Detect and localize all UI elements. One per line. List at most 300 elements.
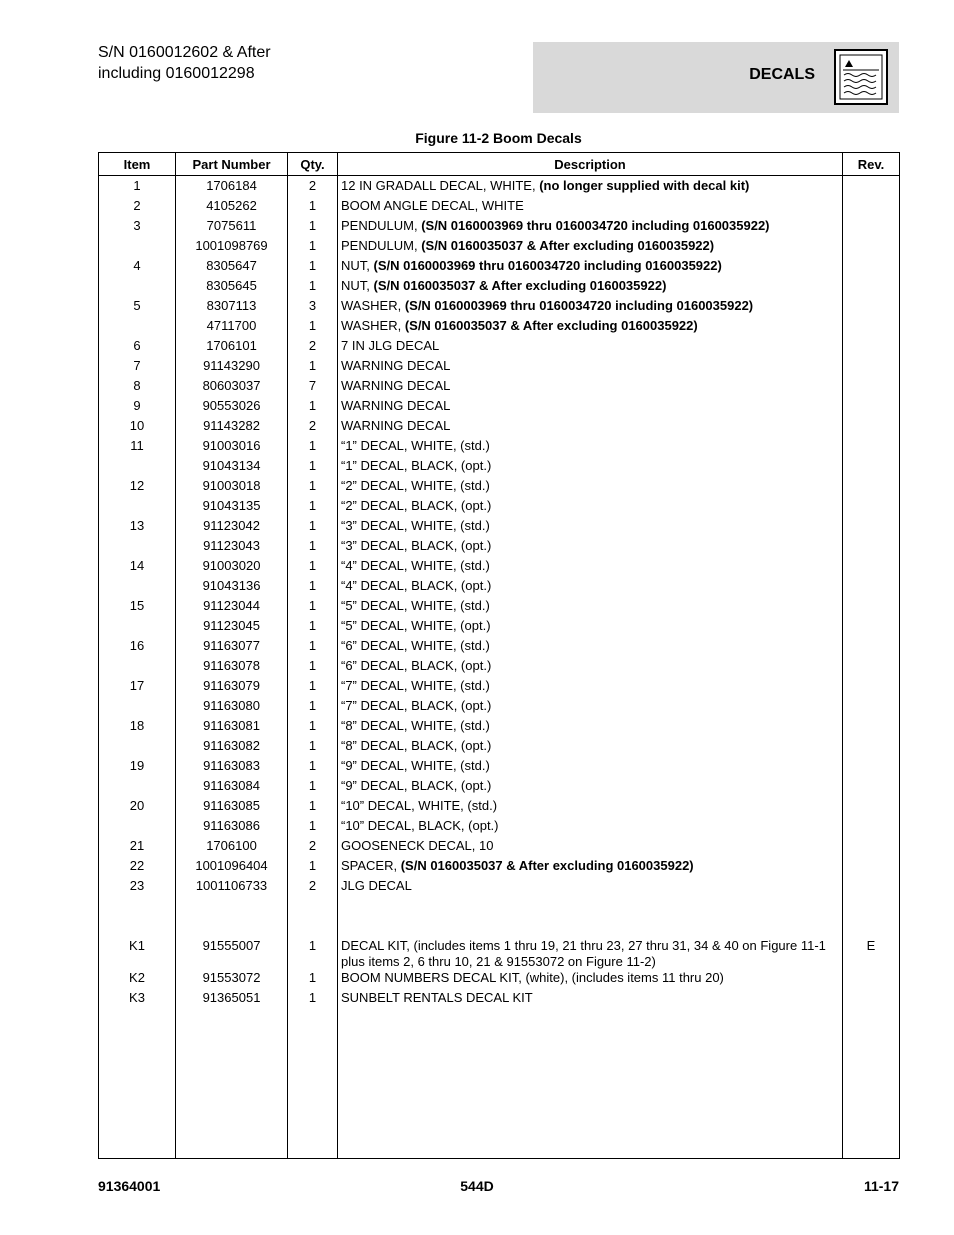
description-cell bbox=[338, 238, 843, 258]
empty-cell bbox=[99, 898, 176, 938]
table-row bbox=[99, 818, 900, 838]
part-number-cell: 91003020 bbox=[176, 558, 288, 578]
qty-cell: 1 bbox=[288, 638, 338, 658]
description-text: “7” DECAL, BLACK, (opt.) bbox=[341, 698, 492, 713]
table-row bbox=[99, 258, 900, 278]
part-number-cell: 91143290 bbox=[176, 358, 288, 378]
description-cell bbox=[338, 878, 843, 898]
part-number-cell: 91143282 bbox=[176, 418, 288, 438]
description-cell bbox=[338, 218, 843, 238]
item-cell: 19 bbox=[99, 758, 176, 778]
rev-cell bbox=[843, 238, 900, 258]
item-cell: 12 bbox=[99, 478, 176, 498]
empty-cell bbox=[843, 898, 900, 938]
description-cell bbox=[338, 970, 843, 990]
table-row bbox=[99, 458, 900, 478]
rev-cell bbox=[843, 598, 900, 618]
table-row bbox=[99, 758, 900, 778]
description-cell bbox=[338, 198, 843, 218]
part-number-cell: 8305647 bbox=[176, 258, 288, 278]
description-text: “7” DECAL, WHITE, (std.) bbox=[341, 678, 490, 693]
description-cell bbox=[338, 738, 843, 758]
table-row bbox=[99, 518, 900, 538]
part-number-cell: 1001098769 bbox=[176, 238, 288, 258]
qty-cell: 1 bbox=[288, 398, 338, 418]
description-cell bbox=[338, 838, 843, 858]
rev-cell bbox=[843, 318, 900, 338]
description-text: “6” DECAL, BLACK, (opt.) bbox=[341, 658, 492, 673]
empty-cell bbox=[843, 1010, 900, 1159]
item-cell: 5 bbox=[99, 298, 176, 318]
qty-cell: 1 bbox=[288, 238, 338, 258]
description-cell bbox=[338, 498, 843, 518]
rev-cell bbox=[843, 378, 900, 398]
part-number-cell: 91555007 bbox=[176, 938, 288, 970]
rev-cell bbox=[843, 738, 900, 758]
table-row bbox=[99, 838, 900, 858]
item-cell: K1 bbox=[99, 938, 176, 970]
description-text: “1” DECAL, BLACK, (opt.) bbox=[341, 458, 492, 473]
part-number-cell: 91163082 bbox=[176, 738, 288, 758]
description-cell bbox=[338, 176, 843, 199]
qty-cell: 1 bbox=[288, 990, 338, 1010]
item-cell: 13 bbox=[99, 518, 176, 538]
rev-cell bbox=[843, 698, 900, 718]
rev-cell bbox=[843, 718, 900, 738]
decal-sheet-icon bbox=[834, 49, 888, 105]
table-row bbox=[99, 358, 900, 378]
description-text: WASHER, bbox=[341, 318, 405, 333]
part-number-cell: 8307113 bbox=[176, 298, 288, 318]
table-row bbox=[99, 698, 900, 718]
part-number-cell: 91123044 bbox=[176, 598, 288, 618]
item-cell: 23 bbox=[99, 878, 176, 898]
description-text: WARNING DECAL bbox=[341, 418, 451, 433]
table-row bbox=[99, 418, 900, 438]
rev-cell bbox=[843, 858, 900, 878]
description-cell bbox=[338, 798, 843, 818]
rev-cell bbox=[843, 478, 900, 498]
part-number-cell: 91043136 bbox=[176, 578, 288, 598]
description-cell bbox=[338, 618, 843, 638]
table-row bbox=[99, 938, 900, 970]
description-text: “4” DECAL, WHITE, (std.) bbox=[341, 558, 490, 573]
part-number-cell: 1706184 bbox=[176, 176, 288, 199]
part-number-cell: 91043135 bbox=[176, 498, 288, 518]
part-number-cell: 91163086 bbox=[176, 818, 288, 838]
item-cell: 10 bbox=[99, 418, 176, 438]
empty-cell bbox=[288, 898, 338, 938]
description-cell bbox=[338, 638, 843, 658]
description-text: “6” DECAL, WHITE, (std.) bbox=[341, 638, 490, 653]
rev-cell bbox=[843, 658, 900, 678]
item-cell: 22 bbox=[99, 858, 176, 878]
part-number-cell: 91163079 bbox=[176, 678, 288, 698]
description-cell bbox=[338, 258, 843, 278]
col-header-qty: Qty. bbox=[288, 153, 338, 176]
table-row bbox=[99, 198, 900, 218]
item-cell: 17 bbox=[99, 678, 176, 698]
rev-cell bbox=[843, 778, 900, 798]
qty-cell: 2 bbox=[288, 838, 338, 858]
table-row bbox=[99, 858, 900, 878]
description-cell bbox=[338, 298, 843, 318]
item-cell: 16 bbox=[99, 638, 176, 658]
description-serial-note: (S/N 0160003969 thru 0160034720 including 0160035922) bbox=[404, 298, 754, 313]
description-text: “2” DECAL, BLACK, (opt.) bbox=[341, 498, 492, 513]
description-cell bbox=[338, 758, 843, 778]
part-number-cell: 8305645 bbox=[176, 278, 288, 298]
table-row bbox=[99, 498, 900, 518]
rev-cell bbox=[843, 438, 900, 458]
table-row bbox=[99, 598, 900, 618]
item-cell: 9 bbox=[99, 398, 176, 418]
description-cell bbox=[338, 598, 843, 618]
qty-cell: 1 bbox=[288, 218, 338, 238]
rev-cell bbox=[843, 458, 900, 478]
description-text: “5” DECAL, WHITE, (opt.) bbox=[341, 618, 491, 633]
rev-cell bbox=[843, 358, 900, 378]
serial-line-1: S/N 0160012602 & After bbox=[98, 44, 271, 61]
empty-cell bbox=[338, 1010, 843, 1159]
empty-cell bbox=[176, 1010, 288, 1159]
description-cell bbox=[338, 818, 843, 838]
item-cell bbox=[99, 738, 176, 758]
rev-cell bbox=[843, 218, 900, 238]
description-text: GOOSENECK DECAL, 10 bbox=[341, 838, 494, 853]
description-text: NUT, bbox=[341, 258, 374, 273]
qty-cell: 1 bbox=[288, 198, 338, 218]
rev-cell bbox=[843, 578, 900, 598]
part-number-cell: 1706100 bbox=[176, 838, 288, 858]
table-row bbox=[99, 778, 900, 798]
qty-cell: 1 bbox=[288, 538, 338, 558]
rev-cell bbox=[843, 838, 900, 858]
table-row bbox=[99, 218, 900, 238]
item-cell bbox=[99, 618, 176, 638]
description-text: “8” DECAL, WHITE, (std.) bbox=[341, 718, 490, 733]
description-cell bbox=[338, 458, 843, 478]
description-cell bbox=[338, 938, 843, 970]
part-number-cell: 91003016 bbox=[176, 438, 288, 458]
description-text: “3” DECAL, BLACK, (opt.) bbox=[341, 538, 492, 553]
description-cell bbox=[338, 318, 843, 338]
rev-cell bbox=[843, 258, 900, 278]
rev-cell bbox=[843, 678, 900, 698]
rev-cell bbox=[843, 878, 900, 898]
qty-cell: 2 bbox=[288, 878, 338, 898]
part-number-cell: 91123043 bbox=[176, 538, 288, 558]
description-text: “9” DECAL, WHITE, (std.) bbox=[341, 758, 490, 773]
rev-cell bbox=[843, 418, 900, 438]
qty-cell: 1 bbox=[288, 458, 338, 478]
qty-cell: 1 bbox=[288, 358, 338, 378]
description-cell bbox=[338, 558, 843, 578]
part-number-cell: 91003018 bbox=[176, 478, 288, 498]
qty-cell: 1 bbox=[288, 318, 338, 338]
item-cell bbox=[99, 538, 176, 558]
item-cell: 15 bbox=[99, 598, 176, 618]
description-serial-note: (S/N 0160003969 thru 0160034720 including 0160035922) bbox=[373, 258, 722, 273]
description-serial-note: (S/N 0160035037 & After excluding 0160035922) bbox=[373, 278, 667, 293]
description-cell bbox=[338, 398, 843, 418]
item-cell: K2 bbox=[99, 970, 176, 990]
description-cell bbox=[338, 678, 843, 698]
qty-cell: 2 bbox=[288, 338, 338, 358]
col-header-rev: Rev. bbox=[843, 153, 900, 176]
description-cell bbox=[338, 358, 843, 378]
item-cell: 18 bbox=[99, 718, 176, 738]
description-cell bbox=[338, 378, 843, 398]
part-number-cell: 91163078 bbox=[176, 658, 288, 678]
col-header-description: Description bbox=[338, 153, 843, 176]
description-text: JLG DECAL bbox=[341, 878, 412, 893]
description-cell bbox=[338, 698, 843, 718]
description-cell bbox=[338, 278, 843, 298]
rev-cell bbox=[843, 176, 900, 199]
table-row bbox=[99, 878, 900, 898]
description-text: WARNING DECAL bbox=[341, 398, 451, 413]
rev-cell bbox=[843, 198, 900, 218]
description-cell bbox=[338, 578, 843, 598]
section-title: DECALS bbox=[749, 66, 815, 83]
col-header-item: Item bbox=[99, 153, 176, 176]
item-cell bbox=[99, 458, 176, 478]
part-number-cell: 4711700 bbox=[176, 318, 288, 338]
description-text: DECAL KIT, (includes items 1 thru 19, 21 thru 23, 27 thru 31, 34 & 40 on Figure 11-1 plus items 2, 6 thru 10, 21 & 91553072 on Figure 11-2) bbox=[341, 938, 826, 969]
qty-cell: 1 bbox=[288, 858, 338, 878]
item-cell: 8 bbox=[99, 378, 176, 398]
part-number-cell: 91365051 bbox=[176, 990, 288, 1010]
description-text: “10” DECAL, WHITE, (std.) bbox=[341, 798, 498, 813]
description-text: 12 IN GRADALL DECAL, WHITE, bbox=[341, 178, 540, 193]
qty-cell: 1 bbox=[288, 938, 338, 970]
table-filler-row bbox=[99, 1010, 900, 1159]
description-serial-note: (S/N 0160035037 & After excluding 0160035922) bbox=[421, 238, 715, 253]
table-row bbox=[99, 398, 900, 418]
description-cell bbox=[338, 338, 843, 358]
qty-cell: 1 bbox=[288, 598, 338, 618]
description-serial-note: (S/N 0160035037 & After excluding 0160035922) bbox=[404, 318, 698, 333]
table-row bbox=[99, 298, 900, 318]
description-text: BOOM ANGLE DECAL, WHITE bbox=[341, 198, 524, 213]
qty-cell: 1 bbox=[288, 970, 338, 990]
table-row bbox=[99, 970, 900, 990]
qty-cell: 1 bbox=[288, 778, 338, 798]
table-row bbox=[99, 318, 900, 338]
part-number-cell: 91123045 bbox=[176, 618, 288, 638]
table-row bbox=[99, 538, 900, 558]
item-cell bbox=[99, 778, 176, 798]
description-cell bbox=[338, 478, 843, 498]
figure-title: Figure 11-2 Boom Decals bbox=[415, 130, 582, 146]
item-cell bbox=[99, 278, 176, 298]
table-row bbox=[99, 990, 900, 1010]
table-row bbox=[99, 578, 900, 598]
table-row bbox=[99, 438, 900, 458]
part-number-cell: 1001096404 bbox=[176, 858, 288, 878]
item-cell: 6 bbox=[99, 338, 176, 358]
item-cell: 7 bbox=[99, 358, 176, 378]
part-number-cell: 91163077 bbox=[176, 638, 288, 658]
part-number-cell: 91553072 bbox=[176, 970, 288, 990]
table-row bbox=[99, 478, 900, 498]
table-row bbox=[99, 378, 900, 398]
description-cell bbox=[338, 518, 843, 538]
serial-number-header bbox=[98, 42, 271, 84]
table-row bbox=[99, 638, 900, 658]
rev-cell bbox=[843, 758, 900, 778]
rev-cell bbox=[843, 798, 900, 818]
rev-cell bbox=[843, 398, 900, 418]
table-header-row bbox=[99, 153, 900, 176]
part-number-cell: 91163084 bbox=[176, 778, 288, 798]
item-cell: 14 bbox=[99, 558, 176, 578]
part-number-cell: 4105262 bbox=[176, 198, 288, 218]
table-row bbox=[99, 798, 900, 818]
qty-cell: 1 bbox=[288, 438, 338, 458]
item-cell: 3 bbox=[99, 218, 176, 238]
qty-cell: 1 bbox=[288, 798, 338, 818]
item-cell: 1 bbox=[99, 176, 176, 199]
table-row bbox=[99, 238, 900, 258]
qty-cell: 1 bbox=[288, 578, 338, 598]
section-header bbox=[533, 42, 899, 113]
empty-cell bbox=[288, 1010, 338, 1159]
description-cell bbox=[338, 418, 843, 438]
description-serial-note: (no longer supplied with decal kit) bbox=[539, 178, 750, 193]
item-cell: 20 bbox=[99, 798, 176, 818]
table-row bbox=[99, 658, 900, 678]
item-cell: K3 bbox=[99, 990, 176, 1010]
table-row bbox=[99, 176, 900, 199]
qty-cell: 1 bbox=[288, 478, 338, 498]
description-cell bbox=[338, 990, 843, 1010]
item-cell: 4 bbox=[99, 258, 176, 278]
part-number-cell: 91163081 bbox=[176, 718, 288, 738]
empty-cell bbox=[176, 898, 288, 938]
part-number-cell: 1001106733 bbox=[176, 878, 288, 898]
qty-cell: 1 bbox=[288, 518, 338, 538]
item-cell bbox=[99, 238, 176, 258]
rev-cell bbox=[843, 558, 900, 578]
footer-model: 544D bbox=[460, 1178, 494, 1194]
description-text: “9” DECAL, BLACK, (opt.) bbox=[341, 778, 492, 793]
description-text: WARNING DECAL bbox=[341, 378, 451, 393]
description-text: 7 IN JLG DECAL bbox=[341, 338, 440, 353]
part-number-cell: 91163083 bbox=[176, 758, 288, 778]
description-text: “8” DECAL, BLACK, (opt.) bbox=[341, 738, 492, 753]
footer-page-number: 11-17 bbox=[863, 1178, 899, 1194]
table-spacer-row bbox=[99, 898, 900, 938]
parts-table bbox=[98, 152, 900, 1159]
serial-line-2: including 0160012298 bbox=[98, 65, 255, 82]
item-cell: 21 bbox=[99, 838, 176, 858]
qty-cell: 7 bbox=[288, 378, 338, 398]
part-number-cell: 7075611 bbox=[176, 218, 288, 238]
qty-cell: 1 bbox=[288, 818, 338, 838]
part-number-cell: 90553026 bbox=[176, 398, 288, 418]
description-cell bbox=[338, 538, 843, 558]
table-row bbox=[99, 678, 900, 698]
qty-cell: 1 bbox=[288, 738, 338, 758]
rev-cell bbox=[843, 298, 900, 318]
item-cell bbox=[99, 318, 176, 338]
description-text: PENDULUM, bbox=[341, 238, 422, 253]
table-row bbox=[99, 558, 900, 578]
col-header-part-number: Part Number bbox=[176, 153, 288, 176]
part-number-cell: 91163085 bbox=[176, 798, 288, 818]
part-number-cell: 91163080 bbox=[176, 698, 288, 718]
qty-cell: 1 bbox=[288, 498, 338, 518]
description-text: NUT, bbox=[341, 278, 374, 293]
rev-cell bbox=[843, 498, 900, 518]
qty-cell: 2 bbox=[288, 176, 338, 199]
item-cell bbox=[99, 578, 176, 598]
part-number-cell: 91043134 bbox=[176, 458, 288, 478]
rev-cell bbox=[843, 338, 900, 358]
description-text: “10” DECAL, BLACK, (opt.) bbox=[341, 818, 499, 833]
qty-cell: 3 bbox=[288, 298, 338, 318]
item-cell bbox=[99, 818, 176, 838]
rev-cell bbox=[843, 638, 900, 658]
rev-cell bbox=[843, 818, 900, 838]
description-text: “5” DECAL, WHITE, (std.) bbox=[341, 598, 490, 613]
description-text: PENDULUM, bbox=[341, 218, 422, 233]
item-cell: 11 bbox=[99, 438, 176, 458]
table-row bbox=[99, 618, 900, 638]
description-text: “3” DECAL, WHITE, (std.) bbox=[341, 518, 490, 533]
item-cell bbox=[99, 698, 176, 718]
qty-cell: 1 bbox=[288, 258, 338, 278]
description-text: WARNING DECAL bbox=[341, 358, 451, 373]
description-text: SPACER, bbox=[341, 858, 401, 873]
qty-cell: 1 bbox=[288, 658, 338, 678]
rev-cell bbox=[843, 990, 900, 1010]
part-number-cell: 80603037 bbox=[176, 378, 288, 398]
description-text: “4” DECAL, BLACK, (opt.) bbox=[341, 578, 492, 593]
description-serial-note: (S/N 0160003969 thru 0160034720 including 0160035922) bbox=[421, 218, 770, 233]
description-cell bbox=[338, 858, 843, 878]
description-cell bbox=[338, 658, 843, 678]
rev-cell bbox=[843, 538, 900, 558]
rev-cell: E bbox=[843, 938, 900, 970]
qty-cell: 1 bbox=[288, 698, 338, 718]
qty-cell: 1 bbox=[288, 678, 338, 698]
empty-cell bbox=[338, 898, 843, 938]
qty-cell: 1 bbox=[288, 558, 338, 578]
table-row bbox=[99, 338, 900, 358]
description-serial-note: (S/N 0160035037 & After excluding 0160035922) bbox=[400, 858, 694, 873]
description-text: SUNBELT RENTALS DECAL KIT bbox=[341, 990, 533, 1005]
empty-cell bbox=[99, 1010, 176, 1159]
part-number-cell: 91123042 bbox=[176, 518, 288, 538]
qty-cell: 1 bbox=[288, 718, 338, 738]
table-row bbox=[99, 278, 900, 298]
description-text: “2” DECAL, WHITE, (std.) bbox=[341, 478, 490, 493]
rev-cell bbox=[843, 618, 900, 638]
part-number-cell: 1706101 bbox=[176, 338, 288, 358]
description-cell bbox=[338, 438, 843, 458]
qty-cell: 1 bbox=[288, 618, 338, 638]
rev-cell bbox=[843, 518, 900, 538]
rev-cell bbox=[843, 970, 900, 990]
description-text: “1” DECAL, WHITE, (std.) bbox=[341, 438, 490, 453]
description-text: WASHER, bbox=[341, 298, 405, 313]
item-cell: 2 bbox=[99, 198, 176, 218]
qty-cell: 1 bbox=[288, 758, 338, 778]
table-row bbox=[99, 718, 900, 738]
